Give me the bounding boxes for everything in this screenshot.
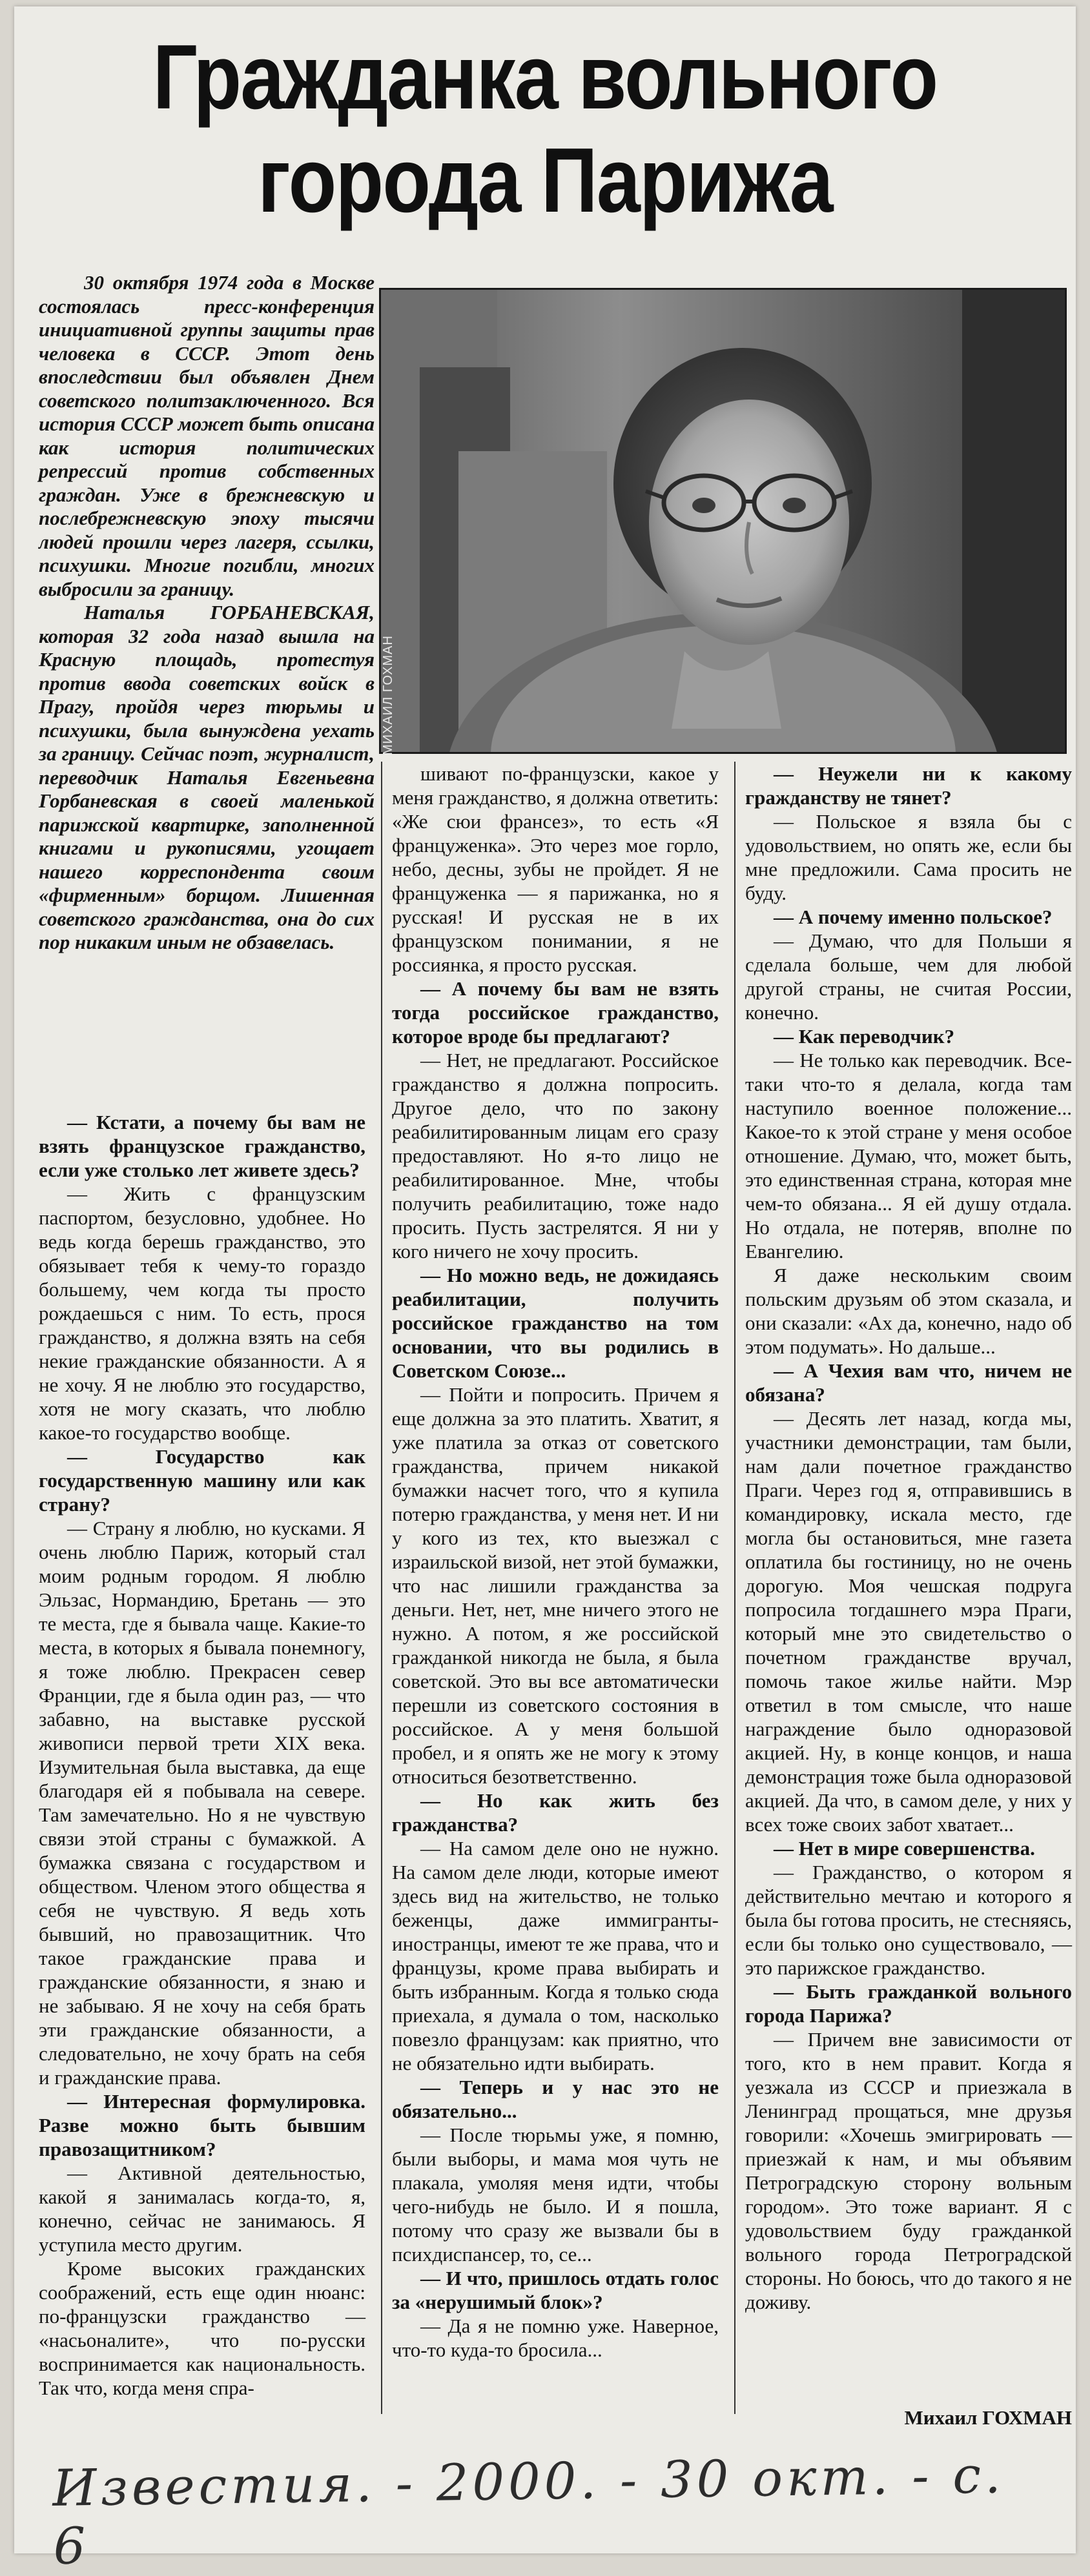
intro-lead: [39, 271, 375, 955]
interview-question: — А почему бы вам не взять тогда российское гражданство, которое вроде бы предлагают?: [392, 977, 719, 1048]
interview-answer: — На самом деле оно не нужно. На самом деле люди, которые имеют здесь вид на жительство, не только беженцы, даже иммигранты-иностранцы, имеют те же права, что и французы, кроме права выбирать и быть избранным. Когда я только сюда приехала, я думала о том, насколько повезло французам: как приятно, что не обязательно идти выбирать.: [392, 1837, 719, 2074]
column-3: [745, 762, 1072, 2314]
column-2: [392, 762, 719, 2362]
headline: [88, 26, 1002, 232]
interview-question: — Кстати, а почему бы вам не взять французское гражданство, если уже столько лет живете здесь?: [39, 1111, 365, 1181]
interview-answer: — После тюрьмы уже, я помню, были выборы, и мама моя чуть не плакала, умоляя меня идти, чтобы чего-нибудь не было. И я пошла, потому что сразу же вызвали бы в психдиспансер, то, се...: [392, 2124, 719, 2266]
column-divider: [381, 762, 382, 2414]
interview-question: — Как переводчик?: [774, 1025, 955, 1048]
portrait-photo: [379, 288, 1067, 754]
interview-answer: — Жить с французским паспортом, безусловно, удобнее. Но ведь когда берешь гражданство, это обязывает тебя к чему-то гораздо большему, чем когда ты просто рождаешься с ним. То есть, прося гражданство, я должна взять на себя некие гражданские обязанности. А я не хочу. Я не люблю это государство, хотя не могу сказать, что люблю какое-то государство вообще.: [39, 1182, 365, 1444]
interview-answer: — Десять лет назад, когда мы, участники демонстрации, там были, нам дали почетное гражданство Праги. Через год я, отправившись в командировку, искала место, где могла бы остановиться, мне газета оплатила бы гостиницу, но не очень дорогую. Моя чешская подруга попросила тогдашнего мэра Праги, который мне это свидетельство о почетном гражданстве вручал, помочь такое жилье найти. Мэр ответил в том смысле, что наше награждение было одноразовой акцией. Ну, в конце концов, и наша демонстрация тоже была одноразовой акцией. Да что, в самом деле, у них у всех тоже своих забот хватает...: [745, 1407, 1072, 1836]
photo-credit: МИХАИЛ ГОХМАН: [381, 635, 395, 755]
interview-answer: — Нет, не предлагают. Российское гражданство я должна попросить. Другое дело, что по закону реабилитированным лицам его сразу предоставляют. Но я-то лицо не реабилитированное. Мне, чтобы получить реабилитацию, тоже надо просить. Пусть застрелятся. Я ни у кого ничего не хочу просить.: [392, 1049, 719, 1263]
interview-question: — Нет в мире совершенства.: [774, 1837, 1035, 1860]
interview-question: — Государство как государственную машину или как страну?: [39, 1445, 365, 1516]
interview-question: — Теперь и у нас это не обязательно...: [392, 2076, 719, 2122]
interview-answer: — Причем вне зависимости от того, кто в нем правит. Когда я уезжала из СССР и приезжала в Ленинград прощаться, мне друзья говорили: «Хочешь эмигрировать — приезжай к нам, и мы объявим Петроградскую сторону вольным городом». Это тоже вариант. Я с удовольствием буду гражданкой вольного города Петроградской стороны. Но боюсь, что до такого я не доживу.: [745, 2028, 1072, 2313]
interview-question: — Неужели ни к какому гражданству не тянет?: [745, 762, 1072, 809]
interview-answer: — Не только как переводчик. Все-таки что-то я делала, когда там наступило военное положение... Какое-то к этой стране у меня особое отношение. Думаю, что, может быть, это единственная страна, которая мне чем-то обязана... Я ей душу отдала. Но отдала, не потеряв, вполне по Евангелию.: [745, 1049, 1072, 1263]
intro-paragraph: Наталья ГОРБАНЕВСКАЯ, которая 32 года назад вышла на Красную площадь, протестуя против ввода советских войск в Прагу, пройдя через тюрьмы и психушки, была вынуждена уехать за границу. Сейчас поэт, журналист, переводчик Наталья Евгеньевна Горбаневская в своей маленькой парижской квартирке, заполненной книгами и рукописями, угощает нашего корреспондента своим «фирменным» борщом. Лишенная советского гражданства, она до сих пор никаким иным не обзавелась.: [39, 601, 375, 953]
interview-answer: шивают по-французски, какое у меня гражданство, я должна ответить: «Же сюи франсез», то есть «Я француженка». Это через мое горло, небо, десны, зубы не пройдет. Я не француженка — я парижанка, но я русская! И русская не в их французском понимании, я не россиянка, я просто русская.: [392, 762, 719, 976]
author-signature: Михаил ГОХМАН: [904, 2406, 1072, 2429]
interview-answer: — Думаю, что для Польши я сделала больше, чем для любой другой страны, не считая России, конечно.: [745, 929, 1072, 1024]
interview-answer: Кроме высоких гражданских соображений, есть еще один нюанс: по-французски гражданство — «насьоналите», что по-русски воспринимается как национальность. Так что, когда меня спра-: [39, 2257, 365, 2399]
interview-question: — Интересная формулировка. Разве можно быть бывшим правозащитником?: [39, 2090, 365, 2160]
interview-question: — А Чехия вам что, ничем не обязана?: [745, 1359, 1072, 1406]
interview-answer: — Польское я взяла бы с удовольствием, но опять же, если бы мне предложили. Сама просить не буду.: [745, 810, 1072, 904]
interview-question: — Быть гражданкой вольного города Парижа?: [745, 1980, 1072, 2027]
column-divider: [734, 762, 735, 2414]
column-1: [39, 1110, 365, 2400]
interview-answer: — Активной деятельностью, какой я занималась когда-то, я, конечно, сейчас не занимаюсь. Я уступила место другим.: [39, 2162, 365, 2256]
interview-question: — И что, пришлось отдать голос за «нерушимый блок»?: [392, 2267, 719, 2313]
interview-answer: Я даже нескольким своим польским друзьям об этом сказала, и они сказали: «Ах да, конечно, надо об этом подумать». Но дальше...: [745, 1264, 1072, 1358]
interview-answer: — Пойти и попросить. Причем я еще должна за это платить. Хватит, я уже платила за отказ от советского гражданства, причем никакой бумажки насчет того, что я купила потерю гражданства, у меня нет. И ни у кого из тех, кто выезжал с израильской визой, нет этой бумажки, что нас лишили гражданства за деньги. Нет, нет, мне ничего этого не нужно. А потом, я же российской гражданкой никогда не была, я была советской. Это вы все автоматически перешли из советского состояния в российское. А у меня большой пробел, и я опять же не могу к этому относиться безответственно.: [392, 1383, 719, 1788]
portrait-image: [381, 290, 1065, 752]
interview-answer: — Гражданство, о котором я действительно мечтаю и которого я была бы готова просить, не стесняясь, если бы только оно существовало, — это парижское гражданство.: [745, 1861, 1072, 1979]
interview-answer: — Да я не помню уже. Наверное, что-то куда-то бросила...: [392, 2315, 719, 2361]
headline-line-2: города Парижа: [258, 129, 832, 232]
intro-paragraph: 30 октября 1974 года в Москве состоялась пресс-конференция инициативной группы защиты прав человека в СССР. Этот день впоследствии был объявлен Днем советского политзаключенного. Вся история СССР может быть описана как история политических репрессий против собственных граждан. Уже в брежневскую и послебрежневскую эпоху тысячи людей прошли через лагеря, ссылки, психушки. Многие погибли, многих выбросили за границу.: [39, 271, 375, 600]
interview-question: — Но можно ведь, не дожидаясь реабилитации, получить российское гражданство на том основании, что вы родились в Советском Союзе...: [392, 1264, 719, 1382]
headline-line-1: Гражданка вольного: [152, 26, 938, 128]
interview-question: — Но как жить без гражданства?: [392, 1789, 719, 1836]
interview-question: — А почему именно польское?: [774, 906, 1053, 928]
interview-answer: — Страну я люблю, но кусками. Я очень люблю Париж, который стал моим родным городом. Я люблю Эльзас, Нормандию, Бретань — это те места, где я бывала чаще. Какие-то места, в которых я бывала понемногу, я тоже люблю. Прекрасен север Франции, где я была один раз, — что забавно, на выставке русской живописи первой трети XIX века. Изумительная была выставка, да еще благодаря ей я побывала на севере. Там замечательно. Но я не чувствую связи этой страны с бумажкой. А бумажка связана с государством и обществом. Членом этого общества я себя не чувствую. Я ведь хоть бывший, но правозащитник. Что такое гражданские права и гражданские обязанности, я знаю и не забываю. Я не хочу на себя брать эти гражданские обязанности, а следовательно, не хочу брать на себя и гражданские права.: [39, 1517, 365, 2089]
handwritten-citation: Известия. - 2000. - 30 окт. - с. 6: [52, 2446, 1005, 2576]
newspaper-clipping: [14, 6, 1076, 2576]
